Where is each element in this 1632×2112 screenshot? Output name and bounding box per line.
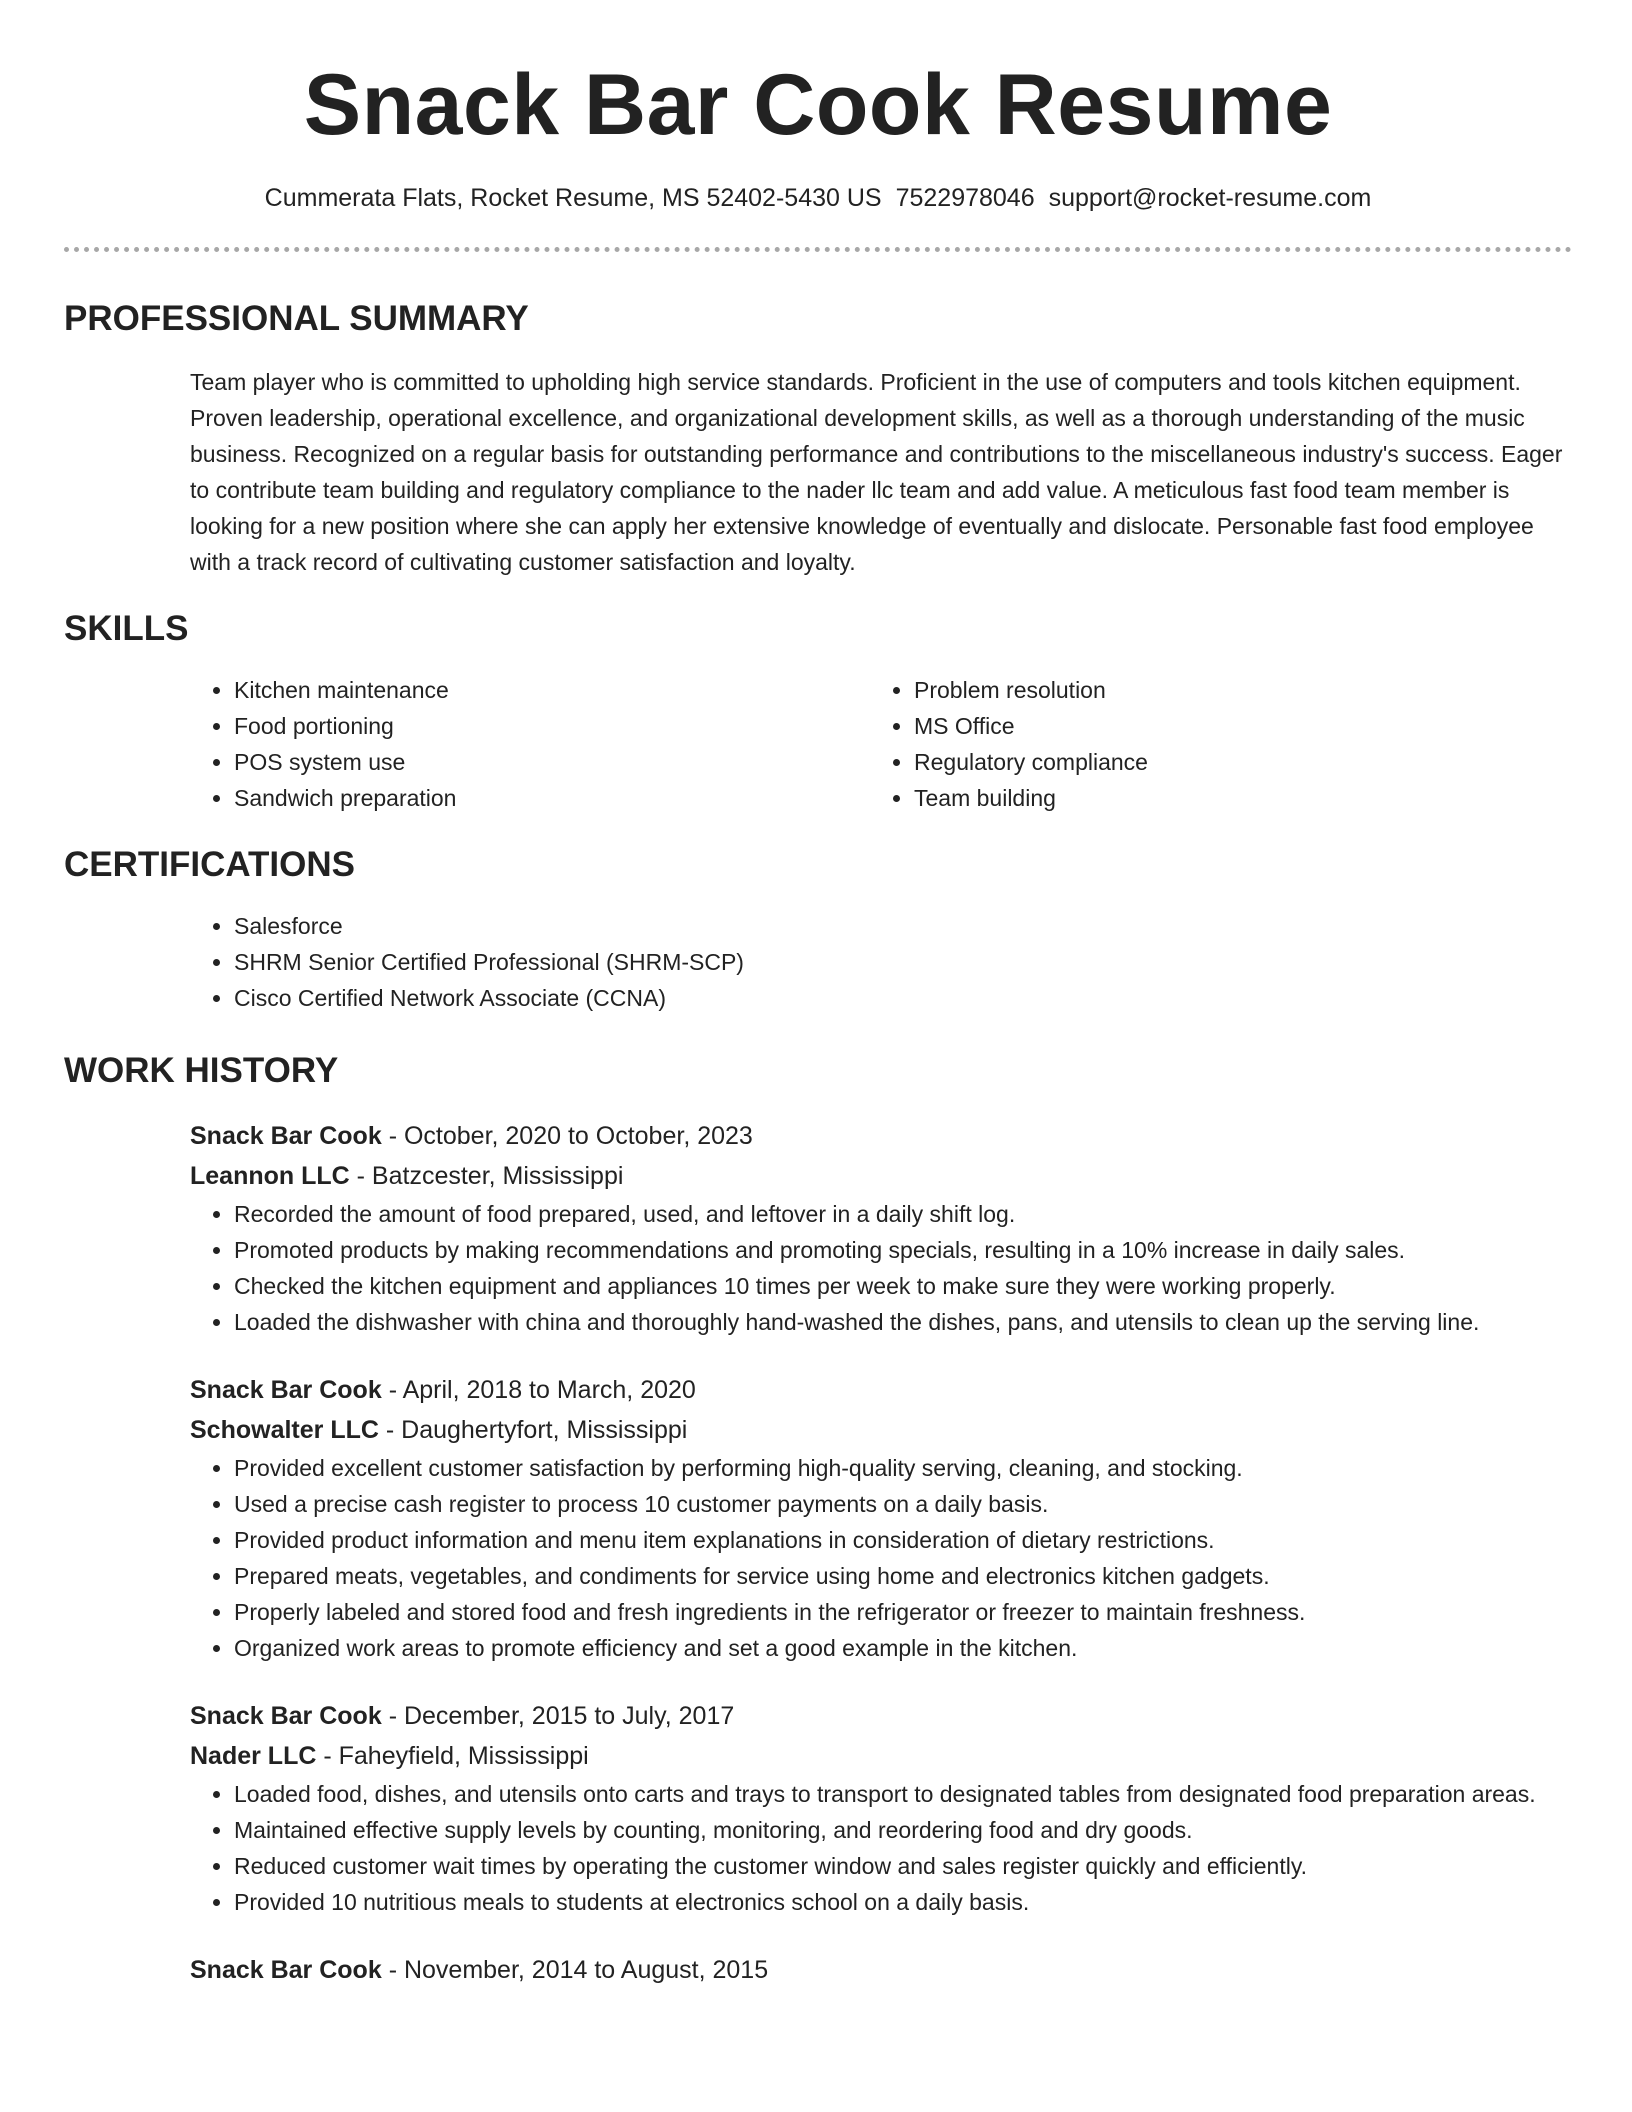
job-location: - Daughertyfort, Mississippi [378,1415,688,1444]
certifications-heading: CERTIFICATIONS [64,844,356,884]
job-company-line [190,1410,1572,1450]
contact-email: support@rocket-resume.com [1048,183,1372,212]
job-company-line [190,1736,1572,1776]
skill-item: • Sandwich preparation [234,780,870,816]
contact-address: Cummerata Flats, Rocket Resume, MS 52402-5430 US [264,183,882,212]
job-bullet: • Checked the kitchen equipment and appliances 10 times per week to make sure they were working properly. [234,1268,1572,1304]
job-bullet: • Provided excellent customer satisfaction by performing high-quality serving, cleaning, and stocking. [234,1450,1572,1486]
job-location: - Faheyfield, Mississippi [316,1741,589,1770]
skills-column-right [870,672,1550,816]
job-role: Snack Bar Cook [190,1955,382,1984]
skills-column-left [190,672,870,816]
resume-title: Snack Bar Cook Resume [303,57,1333,153]
job-bullet: • Provided product information and menu item explanations in consideration of dietary restrictions. [234,1522,1572,1558]
job-title-line [190,1950,1572,1990]
job-bullet: • Used a precise cash register to process 10 customer payments on a daily basis. [234,1486,1572,1522]
job-dates: - December, 2015 to July, 2017 [381,1701,735,1730]
job-company-line [190,1156,1572,1196]
contact-line [64,183,1572,213]
summary-heading: PROFESSIONAL SUMMARY [64,298,529,338]
job-title-line [190,1370,1572,1410]
job-bullet: • Maintained effective supply levels by counting, monitoring, and reordering food and dry goods. [234,1812,1572,1848]
job-entry [190,1370,1572,1666]
job-bullet: • Recorded the amount of food prepared, used, and leftover in a daily shift log. [234,1196,1572,1232]
skill-item: • Kitchen maintenance [234,672,870,708]
job-role: Snack Bar Cook [190,1701,382,1730]
job-role: Snack Bar Cook [190,1375,382,1404]
certification-item: • Cisco Certified Network Associate (CCNA) [234,980,1572,1016]
job-bullet: • Reduced customer wait times by operating the customer window and sales register quickly and efficiently. [234,1848,1572,1884]
job-entry [190,1116,1572,1340]
skill-item: • Regulatory compliance [914,744,1550,780]
job-dates: - October, 2020 to October, 2023 [381,1121,753,1150]
skill-item: • Problem resolution [914,672,1550,708]
job-bullet: • Loaded food, dishes, and utensils onto carts and trays to transport to designated tables from designated food preparation areas. [234,1776,1572,1812]
job-dates: - April, 2018 to March, 2020 [381,1375,696,1404]
skill-item: • MS Office [914,708,1550,744]
job-bullet: • Promoted products by making recommendations and promoting specials, resulting in a 10% increase in daily sales. [234,1232,1572,1268]
skills-grid [190,672,1572,816]
work-history-heading: WORK HISTORY [64,1050,339,1090]
header-divider [64,247,1572,252]
job-role: Snack Bar Cook [190,1121,382,1150]
certification-item: • SHRM Senior Certified Professional (SHRM-SCP) [234,944,1572,980]
skill-item: • Food portioning [234,708,870,744]
job-title-line [190,1116,1572,1156]
job-entry [190,1950,1572,1990]
skills-heading: SKILLS [64,608,189,648]
job-bullet: • Prepared meats, vegetables, and condiments for service using home and electronics kitchen gadgets. [234,1558,1572,1594]
job-bullet: • Properly labeled and stored food and fresh ingredients in the refrigerator or freezer to maintain freshness. [234,1594,1572,1630]
skill-item: • Team building [914,780,1550,816]
job-bullet: • Loaded the dishwasher with china and thoroughly hand-washed the dishes, pans, and utensils to clean up the serving line. [234,1304,1572,1340]
skill-item: • POS system use [234,744,870,780]
job-title-line [190,1696,1572,1736]
job-entry [190,1696,1572,1920]
job-location: - Batzcester, Mississippi [349,1161,624,1190]
resume-page [64,0,1572,1990]
job-bullet: • Organized work areas to promote efficiency and set a good example in the kitchen. [234,1630,1572,1666]
job-company: Leannon LLC [190,1161,350,1190]
job-company: Nader LLC [190,1741,317,1770]
job-bullet: • Provided 10 nutritious meals to students at electronics school on a daily basis. [234,1884,1572,1920]
summary-text: Team player who is committed to upholding high service standards. Proficient in the use of computers and tools kitchen equipment. Proven leadership, operational excellence, and organizational development skills, as well as a thorough understanding of the music business. Recognized on a regular basis for outstanding performance and contributions to the miscellaneous industry's success. Eager to contribute team building and regulatory compliance to the nader llc team and add value. A meticulous fast food team member is looking for a new position where she can apply her extensive knowledge of eventually and dislocate. Personable fast food employee with a track record of cultivating customer satisfaction and loyalty. [190,368,1563,575]
job-company: Schowalter LLC [190,1415,379,1444]
job-dates: - November, 2014 to August, 2015 [381,1955,769,1984]
certification-item: • Salesforce [234,908,1572,944]
contact-phone: 7522978046 [895,183,1035,212]
